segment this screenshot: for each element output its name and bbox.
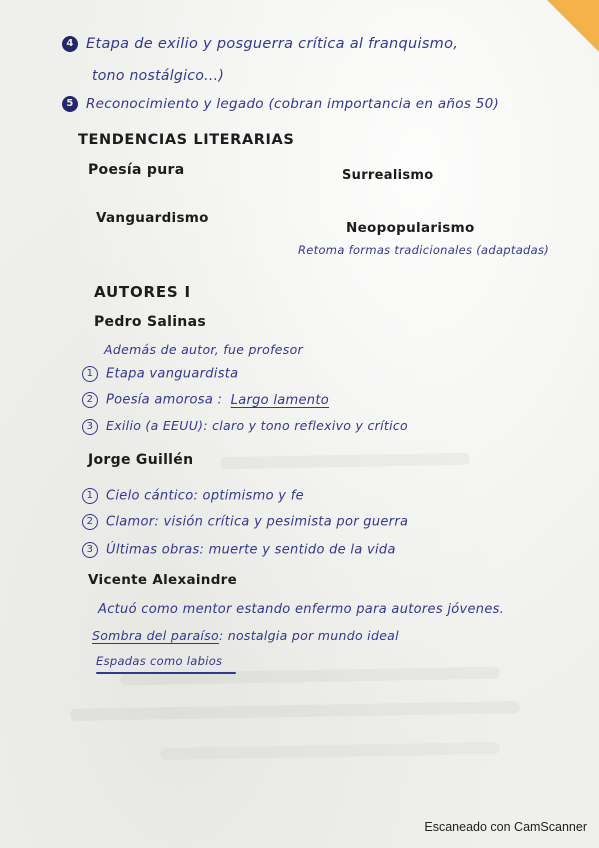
item-text: Etapa de exilio y posguerra crítica al franquismo, <box>86 36 459 52</box>
guillen-item-2 <box>82 514 408 530</box>
author-guillen: Jorge Guillén <box>88 452 194 468</box>
item-text: Últimas obras: muerte y sentido de la vida <box>106 542 396 558</box>
number-badge: 1 <box>82 366 98 382</box>
autores-heading: AUTORES I <box>94 283 191 301</box>
aleixandre-book2: Espadas como labios <box>96 654 223 668</box>
poesia-pura: Poesía pura <box>88 162 185 178</box>
item-text: tono nostálgico...) <box>92 68 225 84</box>
salinas-book-underlined: Largo lamento <box>230 392 329 408</box>
aleixandre-book1-desc: : nostalgia por mundo ideal <box>218 628 399 643</box>
item-4-line1 <box>62 36 458 52</box>
salinas-item-2 <box>82 392 329 408</box>
guillen-item-1 <box>82 488 304 504</box>
item-text: Cielo cántico: optimismo y fe <box>106 488 304 504</box>
salinas-item-1 <box>82 366 238 382</box>
bleed-through-shadow <box>220 453 470 469</box>
item-text: Clamor: visión crítica y pesimista por guerra <box>106 514 409 530</box>
item-text: Exilio (a EEUU): claro y tono reflexivo y crítico <box>106 418 408 433</box>
scanner-watermark: Escaneado con CamScanner <box>424 820 587 834</box>
item-text: Reconocimiento y legado (cobran importancia en años 50) <box>86 96 500 112</box>
number-badge: 1 <box>82 488 98 504</box>
item-4-line2 <box>92 68 224 84</box>
author-salinas: Pedro Salinas <box>94 314 206 330</box>
salinas-item-3 <box>82 418 408 435</box>
surrealismo: Surrealismo <box>342 168 434 183</box>
author-aleixandre: Vicente Alexaindre <box>88 572 238 588</box>
aleixandre-book1-line <box>92 628 399 643</box>
vanguardismo: Vanguardismo <box>96 210 209 226</box>
item-5 <box>62 96 499 112</box>
number-badge: 2 <box>82 392 98 408</box>
number-badge: 4 <box>62 36 78 52</box>
number-badge: 2 <box>82 514 98 530</box>
item-text: Etapa vanguardista <box>106 366 239 382</box>
bleed-through-shadow <box>120 667 500 686</box>
page-corner-fold <box>547 0 599 52</box>
item-text: Poesía amorosa : <box>106 392 223 408</box>
bleed-through-shadow <box>70 701 520 721</box>
bleed-through-shadow <box>160 742 500 760</box>
tendencias-heading: TENDENCIAS LITERARIAS <box>78 132 295 148</box>
book2-underline <box>96 672 236 674</box>
salinas-note: Además de autor, fue profesor <box>104 342 303 357</box>
number-badge: 5 <box>62 96 78 112</box>
aleixandre-book1: Sombra del paraíso <box>92 628 219 643</box>
number-badge: 3 <box>82 542 98 558</box>
aleixandre-note: Actuó como mentor estando enfermo para autores jóvenes. <box>98 602 505 617</box>
neopopularismo-note: Retoma formas tradicionales (adaptadas) <box>298 243 550 257</box>
neopopularismo: Neopopularismo <box>346 220 475 236</box>
guillen-item-3 <box>82 542 396 558</box>
number-badge: 3 <box>82 419 98 435</box>
